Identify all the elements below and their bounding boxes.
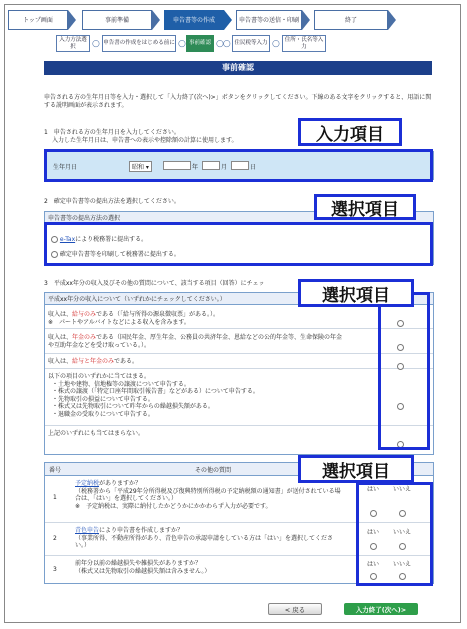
page-title: 事前確認 [44,61,432,75]
step-arrow-icon [68,10,76,30]
back-button[interactable]: < 戻る [268,603,322,615]
list-item: ・土地や建物、信地権等の譲渡について申告する。 [52,380,190,388]
input-item-label: 入力項目 [298,118,402,146]
substep-input-method [56,35,90,52]
substep-label: 申告書の作成をはじめる前に [103,40,175,47]
year-unit: 年 [192,164,199,171]
row-number: 1 [53,494,57,501]
text: （事業所得、不動産所得があり、青色申告の承認申請をしている方は「はい」を選択してください。） [75,534,334,549]
row-number: 2 [53,535,57,542]
dots-icon: ○ [178,39,185,49]
text: により申告書を作成しますか？ [99,527,184,534]
q3-heading: 3 平成xx年分の収入及びその他の質問について、該当する項目（回答）にチェッ [44,280,265,287]
text: である。 [114,358,139,365]
other-items [48,381,430,419]
select-area-outline-3 [378,292,430,450]
era-value: 昭和 [132,164,145,171]
select-item-label-3: 選択項目 [298,455,414,483]
step-end [314,10,388,30]
text-emphasis: 給与のみ [72,311,97,318]
text: 以下の項目のいずれかに当てはまる。 [48,373,151,380]
yes-label: はい [367,561,380,568]
text-emphasis: 年金のみ [72,334,97,341]
q2-heading: 2 確定申告書等の提出方法を選択してください。 [44,198,180,205]
text: である（国民年金、厚生年金、公務員の共済年金、恩給などの公的年金等、生命保険の年金や互助年金などを受け取っている。）。 [48,334,343,349]
question-text [75,527,345,550]
text: 収入は、 [48,334,73,341]
substep-label: 入力方法選択 [59,37,87,50]
text: ※ 予定納税は、実際に納付したかどうかにかかわらず入力が必要です。 [75,502,272,510]
text: 収入は、 [48,358,73,365]
prepaid-tax-link[interactable]: 予定納税 [75,480,100,487]
month-unit: 月 [221,164,228,171]
text-emphasis: 給与と年金のみ [72,358,115,365]
income-row-pension [45,330,433,354]
substep-before-start [102,35,176,52]
substep-label: 事前確認 [188,40,211,47]
text: である（「給与所得の源泉徴収票」がある。）。 [96,311,220,318]
text: がありますか？ [99,480,142,487]
substep-label: 住民税等入力 [234,40,268,47]
step-label: 申告書等の送信・印刷 [238,16,299,24]
era-select[interactable]: 昭和 ▾ [129,161,152,172]
yes-label: はい [367,529,380,536]
step-label: トップ画面 [23,16,53,24]
substep-navigation [56,35,396,53]
step-arrow-icon [302,10,310,30]
substep-address-name [282,35,326,52]
no-label: いいえ [393,561,412,568]
col-no: 番号 [49,467,62,474]
yes-label: はい [367,486,380,493]
income-row-none: 上記のいずれにも当てはまらない。 [48,430,145,437]
select-area-outline-2 [44,222,433,266]
select-item-label-2: 選択項目 [298,279,414,307]
income-row-other [45,370,433,426]
blue-return-link[interactable]: 青色申告 [75,527,100,534]
step-arrow-icon [224,10,232,30]
dots-icon: ○○ [216,39,230,49]
no-label: いいえ [393,529,412,536]
text: （株式又は先物取引の繰越損失額は含みません。） [75,567,211,575]
birthdate-label: 生年月日 [53,164,78,171]
input-area-outline [44,149,433,182]
intro-text: 申告される方の生年月日等を入力・選択して「入力終了(次へ)>」ボタンをクリックしてください。下線のある文字をクリックすると、用語に関する説明画面が表示されます。 [44,94,432,109]
income-row-salary [45,307,433,329]
dots-icon: ○ [92,39,99,49]
step-arrow-icon [152,10,160,30]
income-box-title: 平成xx年分の収入について（いずれかにチェックしてください。） [45,293,433,305]
list-item: ・退職金の受取りについて申告する。 [52,410,154,418]
select-area-outline-4 [356,482,433,586]
income-box [44,292,434,455]
etax-link[interactable]: e-Tax [59,236,76,243]
list-item: ・株式又は先物取引について昨年からの繰越損失額がある。 [52,403,214,410]
text: （税務署から「平成29年分所得税及び復興特別所得税の予定納税額の通知書」が送付されている場合は、「はい」を選択してください。） [75,487,341,502]
step-create [164,10,224,30]
q1-subtext: 入力した生年月日は、申告書への表示や控除額の計算に使用します。 [52,137,238,144]
submission-method-title: 申告書等の提出方法の選択 [45,212,433,224]
substep-label: 住所・氏名等入力 [284,37,324,50]
dots-icon: ○ [272,39,279,49]
step-label: 事前準備 [104,16,129,24]
text: 前年分以前の繰越損失や雑損失がありますか？ [75,560,202,567]
no-label: いいえ [393,486,412,493]
etax-option-text: により税務署に提出する。 [75,236,148,243]
substep-resident-tax [232,35,270,52]
list-item: ・先物取引の損益について申告する。 [52,395,154,403]
day-unit: 日 [250,164,257,171]
note-text: ※ パートやアルバイトなどによる収入を含みます。 [48,318,190,326]
step-top [8,10,68,30]
list-item: ・株式の譲渡（「特定口座年間取引報告書」などがある）について申告する。 [52,388,259,395]
next-button[interactable]: 入力終了(次へ)> [344,603,418,615]
print-option-text: 確定申告書等を印刷して税務署に提出する。 [59,251,180,258]
substep-precheck [186,35,214,52]
select-item-label-1: 選択項目 [314,194,416,220]
q1-heading [44,129,304,145]
question-text [75,560,345,575]
step-label: 終了 [344,16,357,24]
q1-heading-text: 1 申告される方の生年月日を入力してください。 [44,129,180,136]
step-preparation [82,10,152,30]
question-text [75,480,345,510]
step-label: 申告書等の作成 [172,16,215,24]
income-row-salary-pension [45,355,433,369]
col-question: その他の質問 [195,467,232,474]
row-number: 3 [53,566,57,573]
step-send-print [236,10,302,30]
step-arrow-icon [388,10,396,30]
text: 収入は、 [48,311,73,318]
step-navigation [8,10,456,32]
